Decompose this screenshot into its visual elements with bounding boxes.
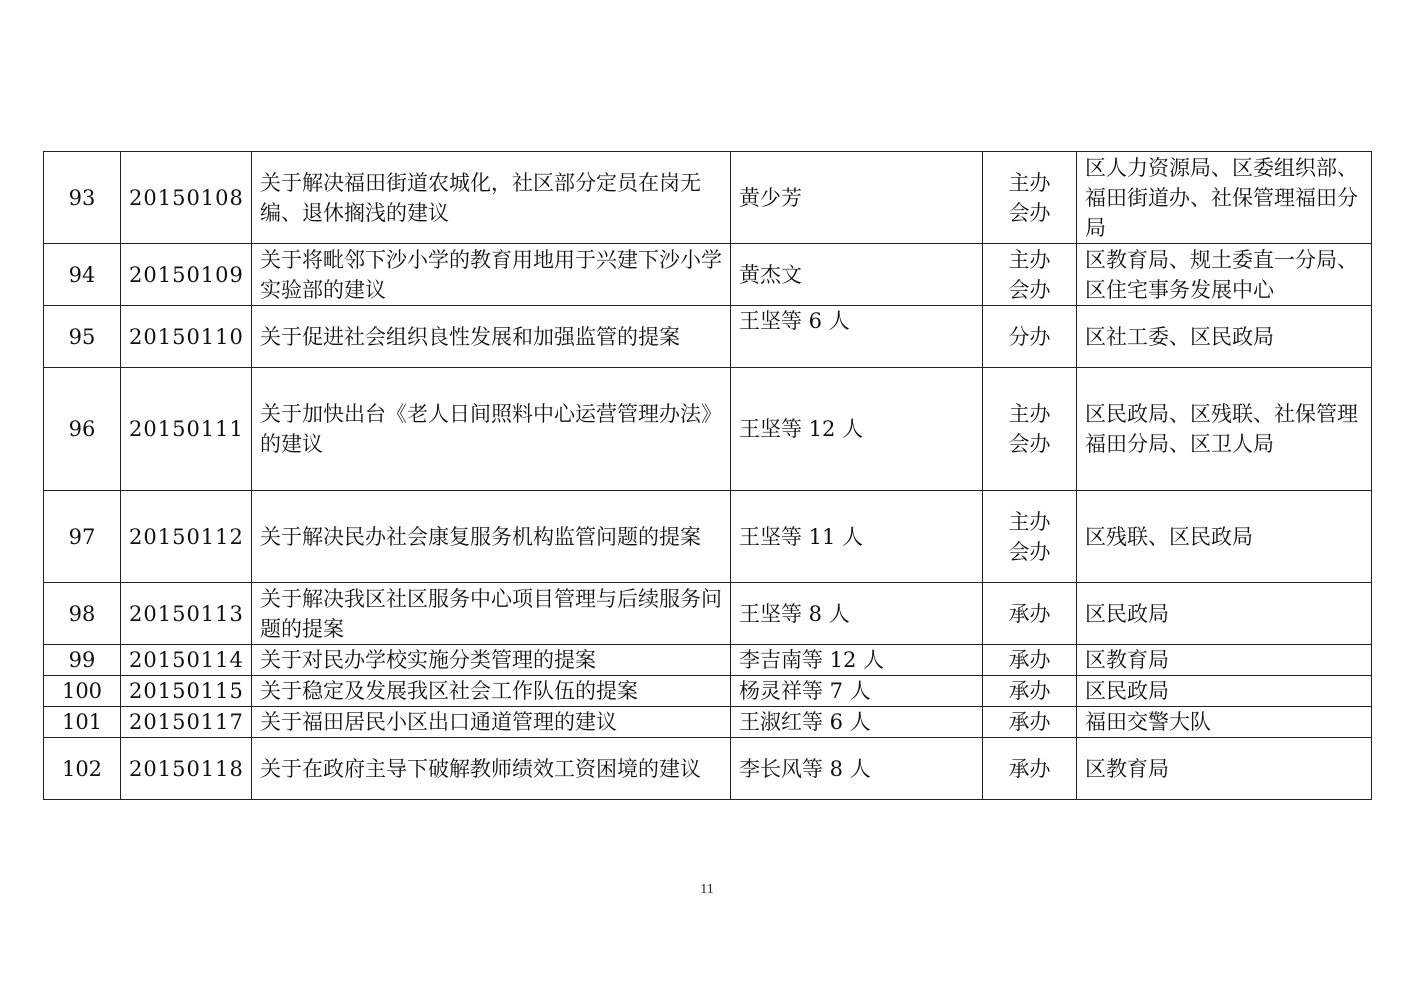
proposal-code: 20150111	[121, 368, 252, 491]
table-row	[44, 244, 1372, 306]
page-number: 11	[700, 882, 714, 897]
proposer: 黄杰文	[731, 244, 983, 306]
row-number: 96	[44, 368, 121, 491]
handling-type: 承办	[983, 738, 1077, 800]
proposer: 李长风等 8 人	[731, 738, 983, 800]
proposal-title: 关于稳定及发展我区社会工作队伍的提案	[252, 676, 731, 707]
handling-units: 区人力资源局、区委组织部、福田街道办、社保管理福田分局	[1077, 152, 1372, 244]
table-row	[44, 676, 1372, 707]
handling-units: 区教育局	[1077, 738, 1372, 800]
handling-type: 主办 会办	[983, 368, 1077, 491]
proposal-table	[43, 151, 1372, 800]
proposal-title: 关于解决民办社会康复服务机构监管问题的提案	[252, 491, 731, 583]
handling-type: 承办	[983, 676, 1077, 707]
table-row	[44, 368, 1372, 491]
row-number: 102	[44, 738, 121, 800]
handling-units: 区教育局、规土委直一分局、区住宅事务发展中心	[1077, 244, 1372, 306]
proposal-title: 关于在政府主导下破解教师绩效工资困境的建议	[252, 738, 731, 800]
table-row	[44, 583, 1372, 645]
proposal-code: 20150114	[121, 645, 252, 676]
proposer: 黄少芳	[731, 152, 983, 244]
handling-type: 承办	[983, 707, 1077, 738]
handling-units: 区民政局、区残联、社保管理福田分局、区卫人局	[1077, 368, 1372, 491]
proposal-title: 关于将毗邻下沙小学的教育用地用于兴建下沙小学实验部的建议	[252, 244, 731, 306]
handling-type: 主办 会办	[983, 244, 1077, 306]
table-row	[44, 707, 1372, 738]
handling-units: 区残联、区民政局	[1077, 491, 1372, 583]
proposer: 王坚等 12 人	[731, 368, 983, 491]
handling-units: 区民政局	[1077, 676, 1372, 707]
proposal-code: 20150108	[121, 152, 252, 244]
row-number: 101	[44, 707, 121, 738]
proposer: 王坚等 6 人	[731, 306, 983, 368]
row-number: 95	[44, 306, 121, 368]
proposal-code: 20150110	[121, 306, 252, 368]
row-number: 100	[44, 676, 121, 707]
handling-type: 主办 会办	[983, 491, 1077, 583]
handling-type: 承办	[983, 645, 1077, 676]
proposal-title: 关于对民办学校实施分类管理的提案	[252, 645, 731, 676]
proposal-code: 20150115	[121, 676, 252, 707]
proposal-title: 关于促进社会组织良性发展和加强监管的提案	[252, 306, 731, 368]
row-number: 99	[44, 645, 121, 676]
proposer: 杨灵祥等 7 人	[731, 676, 983, 707]
table-row	[44, 645, 1372, 676]
proposal-title: 关于加快出台《老人日间照料中心运营管理办法》的建议	[252, 368, 731, 491]
table-body	[44, 152, 1372, 800]
handling-units: 区社工委、区民政局	[1077, 306, 1372, 368]
row-number: 93	[44, 152, 121, 244]
proposer: 王坚等 11 人	[731, 491, 983, 583]
proposal-code: 20150112	[121, 491, 252, 583]
row-number: 94	[44, 244, 121, 306]
handling-units: 区教育局	[1077, 645, 1372, 676]
handling-type: 主办 会办	[983, 152, 1077, 244]
table-row	[44, 306, 1372, 368]
proposer: 王淑红等 6 人	[731, 707, 983, 738]
proposal-code: 20150118	[121, 738, 252, 800]
handling-units: 区民政局	[1077, 583, 1372, 645]
proposal-title: 关于福田居民小区出口通道管理的建议	[252, 707, 731, 738]
handling-units: 福田交警大队	[1077, 707, 1372, 738]
table-row	[44, 491, 1372, 583]
proposal-code: 20150117	[121, 707, 252, 738]
proposer: 王坚等 8 人	[731, 583, 983, 645]
row-number: 98	[44, 583, 121, 645]
table-row	[44, 152, 1372, 244]
proposal-code: 20150113	[121, 583, 252, 645]
table-row	[44, 738, 1372, 800]
proposal-title: 关于解决福田街道农城化，社区部分定员在岗无编、退休搁浅的建议	[252, 152, 731, 244]
handling-type: 分办	[983, 306, 1077, 368]
proposer: 李吉南等 12 人	[731, 645, 983, 676]
handling-type: 承办	[983, 583, 1077, 645]
proposal-code: 20150109	[121, 244, 252, 306]
row-number: 97	[44, 491, 121, 583]
proposal-title: 关于解决我区社区服务中心项目管理与后续服务问题的提案	[252, 583, 731, 645]
